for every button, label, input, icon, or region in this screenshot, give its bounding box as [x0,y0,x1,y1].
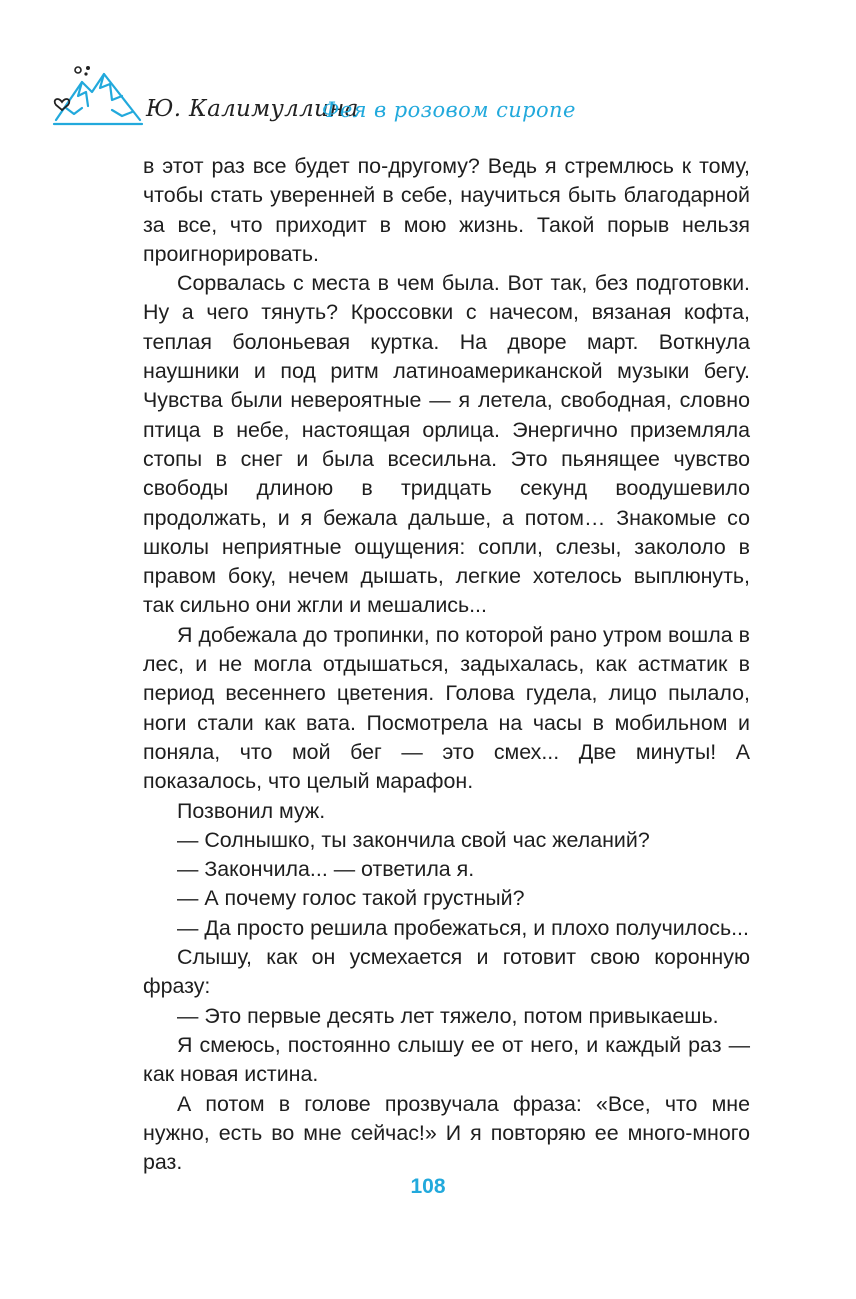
dialogue-line-5: — Это первые десять лет тяжело, потом привыкаешь. [177,1003,719,1028]
paragraph-12: А потом в голове прозвучала фраза: «Все, что мне нужно, есть во мне сейчас!» И я повторяю ее много-много раз. [143,1091,750,1175]
paragraph-9: Слышу, как он усмехается и готовит свою коронную фразу: [143,945,750,999]
paragraph-1: в этот раз все будет по-другому? Ведь я стремлюсь к тому, чтобы стать уверенней в себе, научиться быть благодарной за все, что приходит в мою жизнь. Такой порыв нельзя проигнорировать. [143,154,750,266]
book-author: Ю. Калимуллина [146,96,359,122]
paragraph-3: Я добежала до тропинки, по которой рано утром вошла в лес, и не могла отдышаться, задыхалась, как астматик в период весеннего цветения. Голова гудела, лицо пылало, ноги стали как вата. Посмотрела на часы в мобильном и поняла, что мой бег — это смех... Две минуты! А показалось, что целый марафон. [143,622,750,794]
paragraph-11: Я смеюсь, постоянно слышу ее от него, и каждый раз — как новая истина. [143,1032,750,1087]
dialogue-line-2: — Закончила... — ответила я. [177,857,475,882]
page-number: 108 [410,1175,446,1198]
dialogue-line-4: — Да просто решила пробежаться, и плохо получилось... [177,915,749,940]
paragraph-4: Позвонил муж. [177,798,326,823]
dialogue-line-1: — Солнышко, ты закончила свой час желаний? [177,827,650,852]
mountain-heart-logo-icon [52,62,144,130]
paragraph-2: Сорвалась с места в чем была. Вот так, без подготовки. Ну а чего тянуть? Кроссовки с начесом, вязаная кофта, теплая болоньевая куртка. На дворе март. Воткнула наушники и под ритм латиноамериканской музыки бегу. Чувства были невероятные — я летела, свободная, словно птица в небе, настоящая орлица. Энергично приземляла стопы в снег и была всесильна. Это пьянящее чувство свободы длиною в тридцать секунд воодушевило продолжать, и я бежала дальше, а потом… Знакомые со школы неприятные ощущения: сопли, слезы, закололо в правом боку, нечем дышать, легкие хотелось выплюнуть, так сильно они жгли и мешались... [143,271,750,618]
book-title: Фея в розовом сиропе [322,98,576,122]
running-header [52,62,772,132]
dialogue-line-3: — А почему голос такой грустный? [177,886,525,911]
page-body [143,152,750,1177]
